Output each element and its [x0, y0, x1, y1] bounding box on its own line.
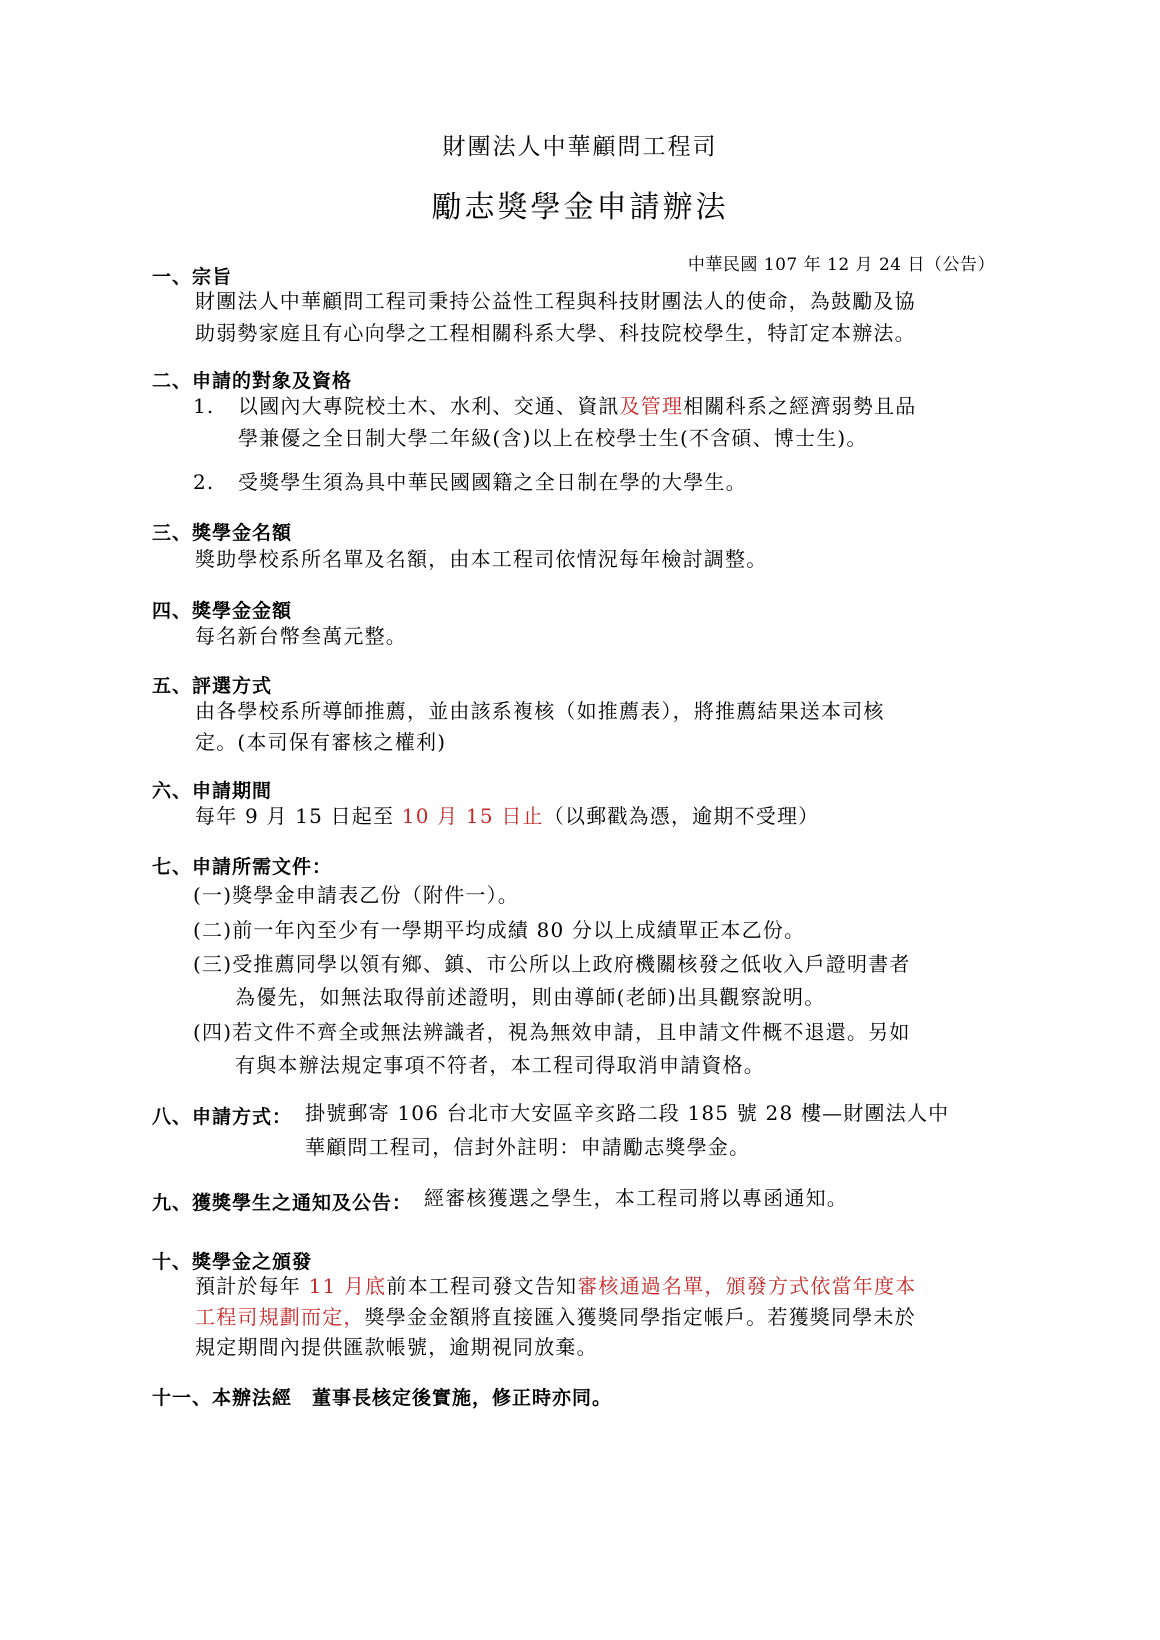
section-1-line-1: 財團法人中華顧問工程司秉持公益性工程與科技財團法人的使命，為鼓勵及協 — [195, 289, 916, 313]
section-7-item-3-line-2: 為優先，如無法取得前述證明，則由導師(老師)出具觀察說明。 — [235, 985, 826, 1009]
section-7-item-4-line-2: 有與本辦法規定事項不符者，本工程司得取消申請資格。 — [235, 1053, 765, 1077]
section-10-month: 11 月底 — [308, 1274, 387, 1298]
section-6-line-1 — [195, 799, 819, 833]
section-10-highlight-2: 工程司規劃而定， — [195, 1305, 365, 1329]
section-2-item-1-line-2: 學兼優之全日制大學二年級(含)以上在校學士生(不含碩、博士生)。 — [238, 426, 868, 450]
section-10-text-a: 預計於每年 — [195, 1274, 309, 1298]
announcement-date: 中華民國 107 年 12 月 24 日（公告） — [687, 255, 995, 275]
section-2-heading: 二、申請的對象及資格 — [152, 370, 353, 392]
section-6-text-a: 每年 9 月 15 日起至 — [195, 804, 402, 828]
section-10-text-b: 前本工程司發文告知 — [386, 1274, 578, 1298]
section-9-text: 經審核獲選之學生，本工程司將以專函通知。 — [424, 1186, 848, 1210]
section-6-heading: 六、申請期間 — [152, 780, 273, 802]
section-1-line-2: 助弱勢家庭且有心向學之工程相關科系大學、科技院校學生，特訂定本辦法。 — [195, 321, 916, 345]
section-5-line-1: 由各學校系所導師推薦，並由該系複核（如推薦表），將推薦結果送本司核 — [195, 699, 885, 723]
section-2-item-1-line-1 — [238, 389, 916, 423]
section-6-text-b: （以郵戳為憑，逾期不受理） — [543, 804, 820, 828]
section-10-line-2 — [195, 1300, 916, 1334]
section-8-line-1: 掛號郵寄 106 台北市大安區辛亥路二段 185 號 28 樓—財團法人中 — [305, 1101, 950, 1125]
section-11-heading: 十一、本辦法經 董事長核定後實施，修正時亦同。 — [152, 1387, 613, 1409]
section-3-heading: 三、獎學金名額 — [152, 522, 293, 544]
section-4-heading: 四、獎學金金額 — [152, 600, 293, 622]
section-6-deadline: 10 月 15 日止 — [401, 804, 544, 828]
section-1-heading: 一、宗旨 — [152, 266, 233, 288]
section-2-item-1-highlight: 及管理 — [619, 394, 684, 418]
section-7-item-1: (一)獎學金申請表乙份（附件一）。 — [193, 883, 520, 907]
document-title: 勵志獎學金申請辦法 — [431, 190, 729, 225]
section-2-item-1-text-b: 相關科系之經濟弱勢且品 — [683, 394, 917, 418]
section-7-item-4-line-1: (四)若文件不齊全或無法辨識者，視為無效申請，且申請文件概不退還。另如 — [193, 1020, 911, 1044]
section-5-line-2: 定。(本司保有審核之權利) — [195, 730, 447, 754]
section-2-item-1-number: 1. — [193, 394, 215, 418]
section-7-item-3-line-1: (三)受推薦同學以領有鄉、鎮、市公所以上政府機關核發之低收入戶證明書者 — [193, 952, 911, 976]
section-7-heading: 七、申請所需文件： — [152, 856, 333, 878]
section-10-heading: 十、獎學金之頒發 — [152, 1251, 313, 1273]
section-4-line-1: 每名新台幣叁萬元整。 — [195, 624, 407, 648]
section-8-line-2: 華顧問工程司，信封外註明：申請勵志獎學金。 — [305, 1135, 751, 1159]
section-10-text-c: 獎學金金額將直接匯入獲獎同學指定帳戶。若獲獎同學未於 — [364, 1305, 916, 1329]
section-8-heading: 八、申請方式： — [152, 1106, 293, 1128]
section-5-heading: 五、評選方式 — [152, 675, 273, 697]
section-10-line-1 — [195, 1269, 916, 1303]
section-2-item-2: 受獎學生須為具中華民國國籍之全日制在學的大學生。 — [238, 470, 747, 494]
section-2-item-1-text-a: 以國內大專院校土木、水利、交通、資訊 — [238, 394, 620, 418]
section-10-line-3: 規定期間內提供匯款帳號，逾期視同放棄。 — [195, 1335, 598, 1359]
organization-title: 財團法人中華顧問工程司 — [442, 134, 718, 160]
section-9-heading: 九、獲獎學生之通知及公告： — [152, 1192, 413, 1214]
section-7-item-2: (二)前一年內至少有一學期平均成績 80 分以上成績單正本乙份。 — [193, 918, 806, 942]
section-10-highlight-1: 審核通過名單，頒發方式依當年度本 — [577, 1274, 917, 1298]
section-3-line-1: 獎助學校系所名單及名額，由本工程司依情況每年檢討調整。 — [195, 547, 768, 571]
section-2-item-2-number: 2. — [193, 470, 215, 494]
